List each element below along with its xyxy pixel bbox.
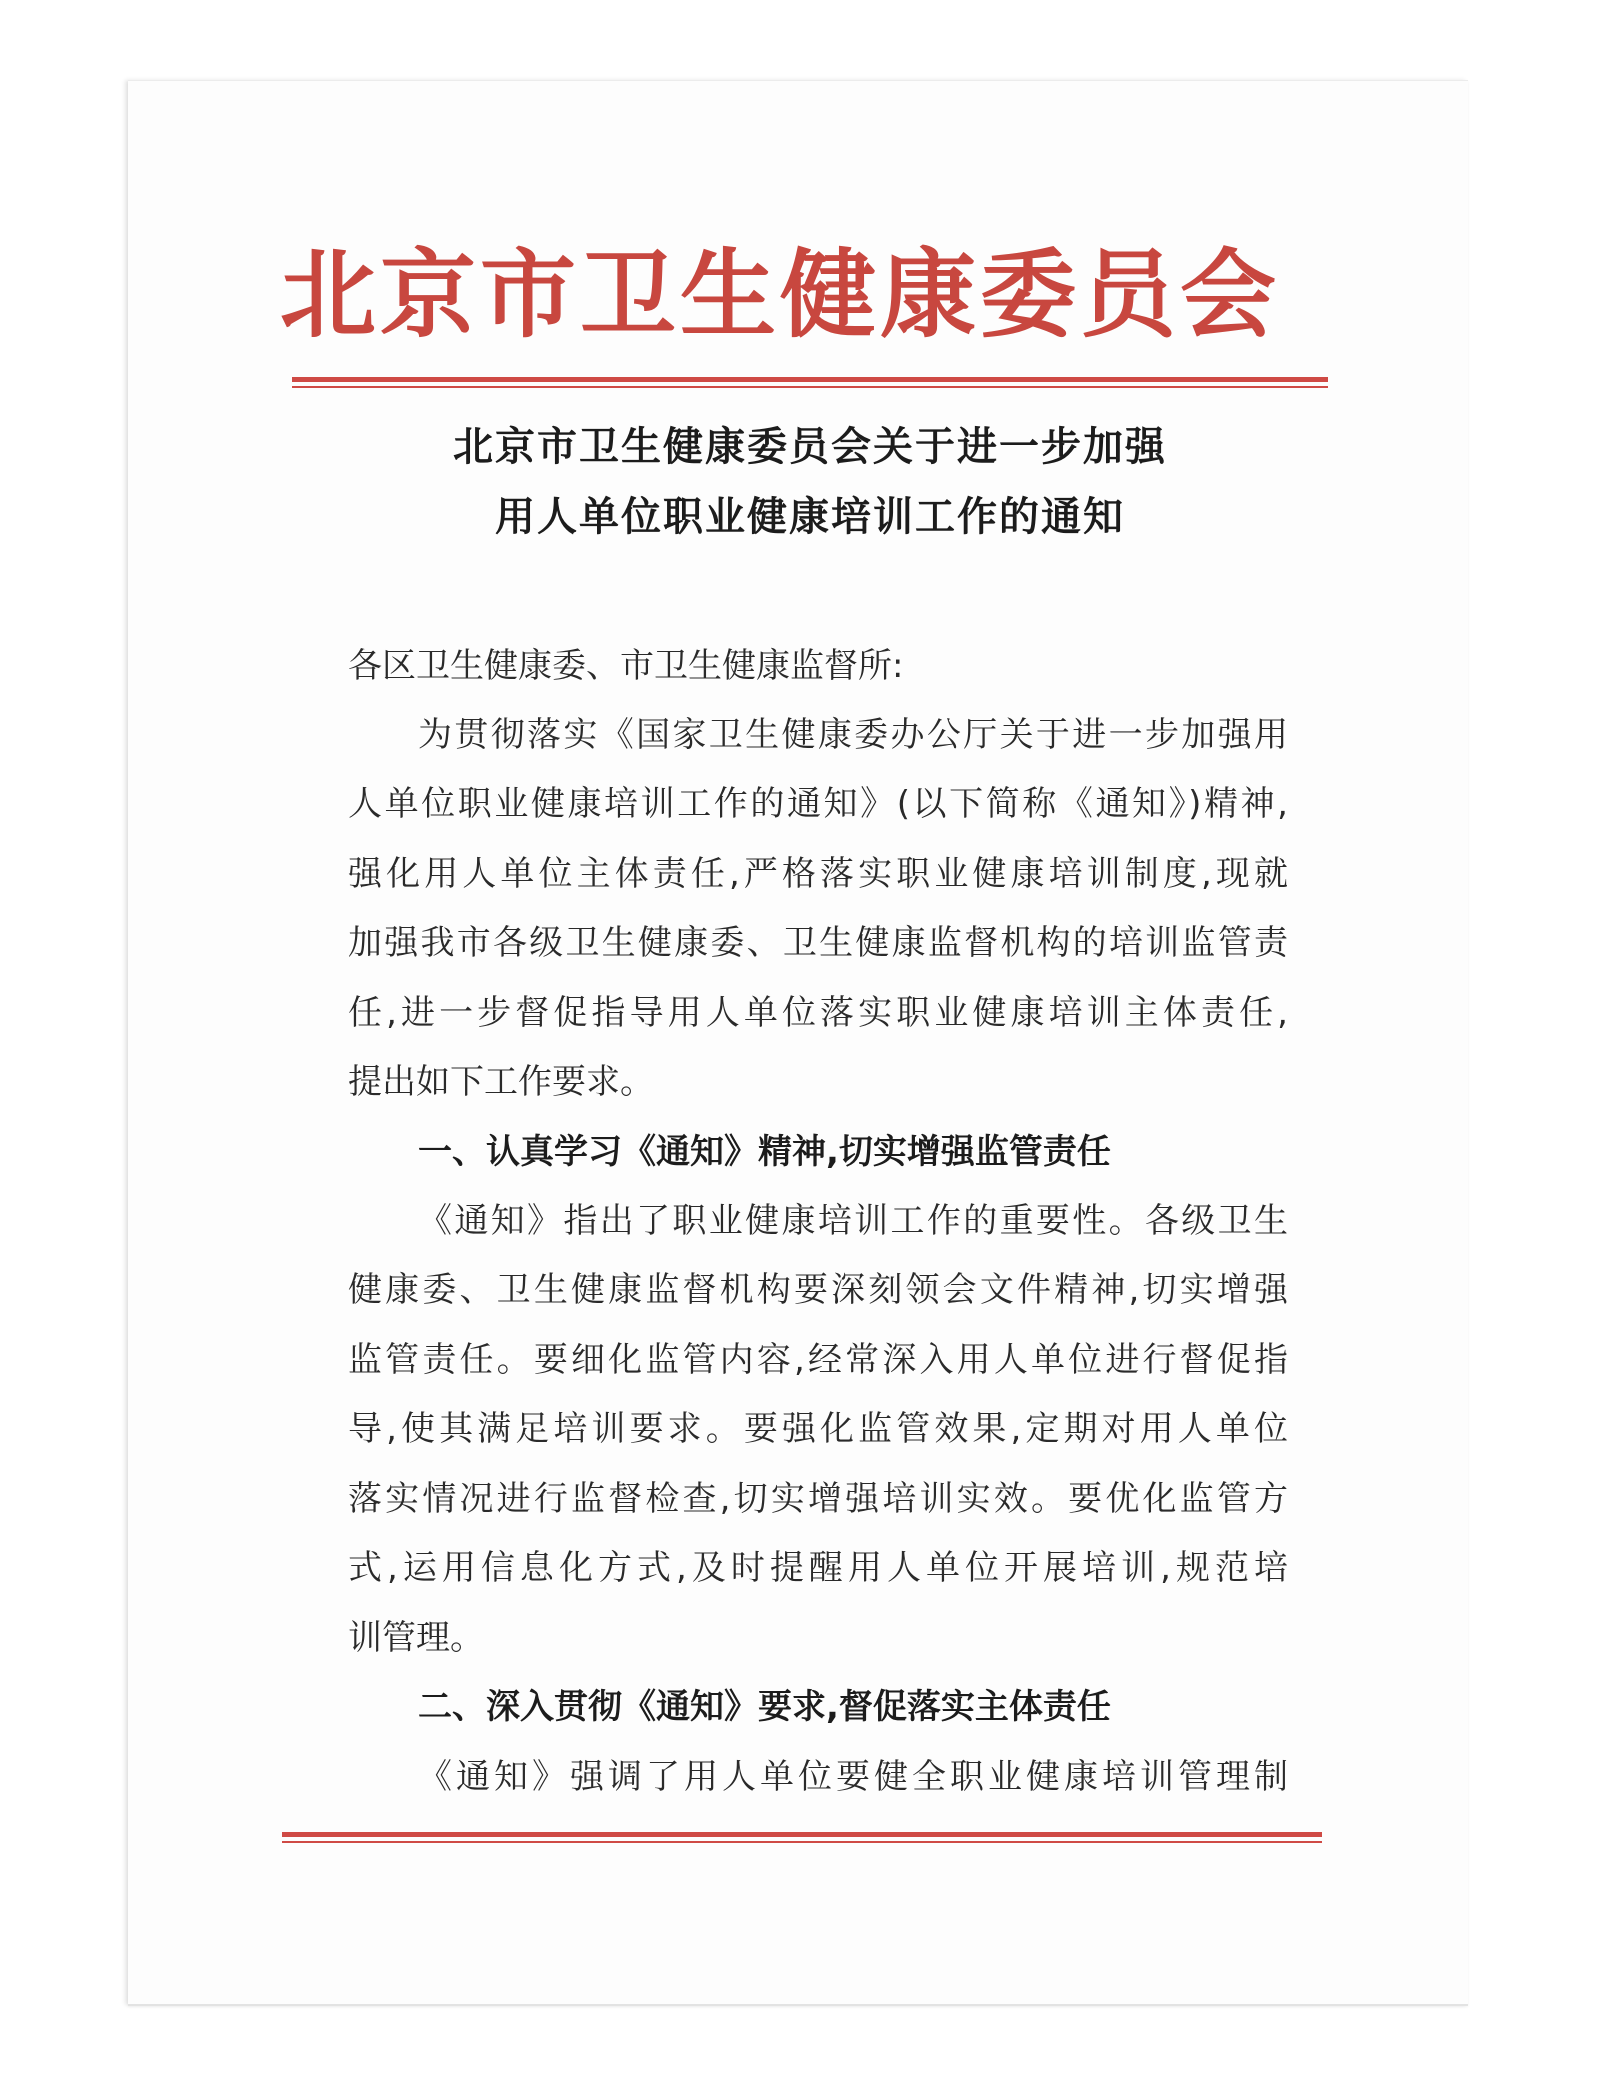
paper-edge-bottom [128, 2004, 1468, 2006]
masthead-rule-thick [292, 377, 1328, 382]
salutation: 各区卫生健康委、市卫生健康监督所: [348, 646, 904, 686]
body-line: 导,使其满足培训要求。要强化监管效果,定期对用人单位 [348, 1409, 1288, 1449]
body-line: 《通知》强调了用人单位要健全职业健康培训管理制 [418, 1757, 1288, 1797]
section-heading-2: 二、深入贯彻《通知》要求,督促落实主体责任 [418, 1687, 1111, 1727]
body-line: 《通知》指出了职业健康培训工作的重要性。各级卫生 [418, 1201, 1288, 1241]
masthead: 北京市卫生健康委员会 [280, 239, 1280, 351]
document-title-line-2: 用人单位职业健康培训工作的通知 [495, 493, 1125, 540]
body-line: 监管责任。要细化监管内容,经常深入用人单位进行督促指 [348, 1340, 1288, 1380]
body-line: 训管理。 [348, 1618, 484, 1658]
footer-rule-thin [282, 1841, 1322, 1843]
masthead-rule-thin [292, 386, 1328, 388]
section-heading-1: 一、认真学习《通知》精神,切实增强监管责任 [418, 1132, 1111, 1172]
paper-edge-top [128, 80, 1468, 81]
body-line: 落实情况进行监督检查,切实增强培训实效。要优化监管方 [348, 1479, 1288, 1519]
body-line: 提出如下工作要求。 [348, 1062, 654, 1102]
body-line: 为贯彻落实《国家卫生健康委办公厅关于进一步加强用 [418, 715, 1288, 755]
body-line: 式,运用信息化方式,及时提醒用人单位开展培训,规范培 [348, 1548, 1288, 1588]
document-title-line-1: 北京市卫生健康委员会关于进一步加强 [453, 423, 1167, 470]
body-line: 健康委、卫生健康监督机构要深刻领会文件精神,切实增强 [348, 1270, 1288, 1310]
body-line: 强化用人单位主体责任,严格落实职业健康培训制度,现就 [348, 854, 1288, 894]
body-line: 任,进一步督促指导用人单位落实职业健康培训主体责任, [348, 993, 1288, 1033]
footer-rule-thick [282, 1832, 1322, 1837]
body-line: 人单位职业健康培训工作的通知》(以下简称《通知》)精神, [348, 784, 1288, 824]
body-line: 加强我市各级卫生健康委、卫生健康监督机构的培训监管责 [348, 923, 1288, 963]
